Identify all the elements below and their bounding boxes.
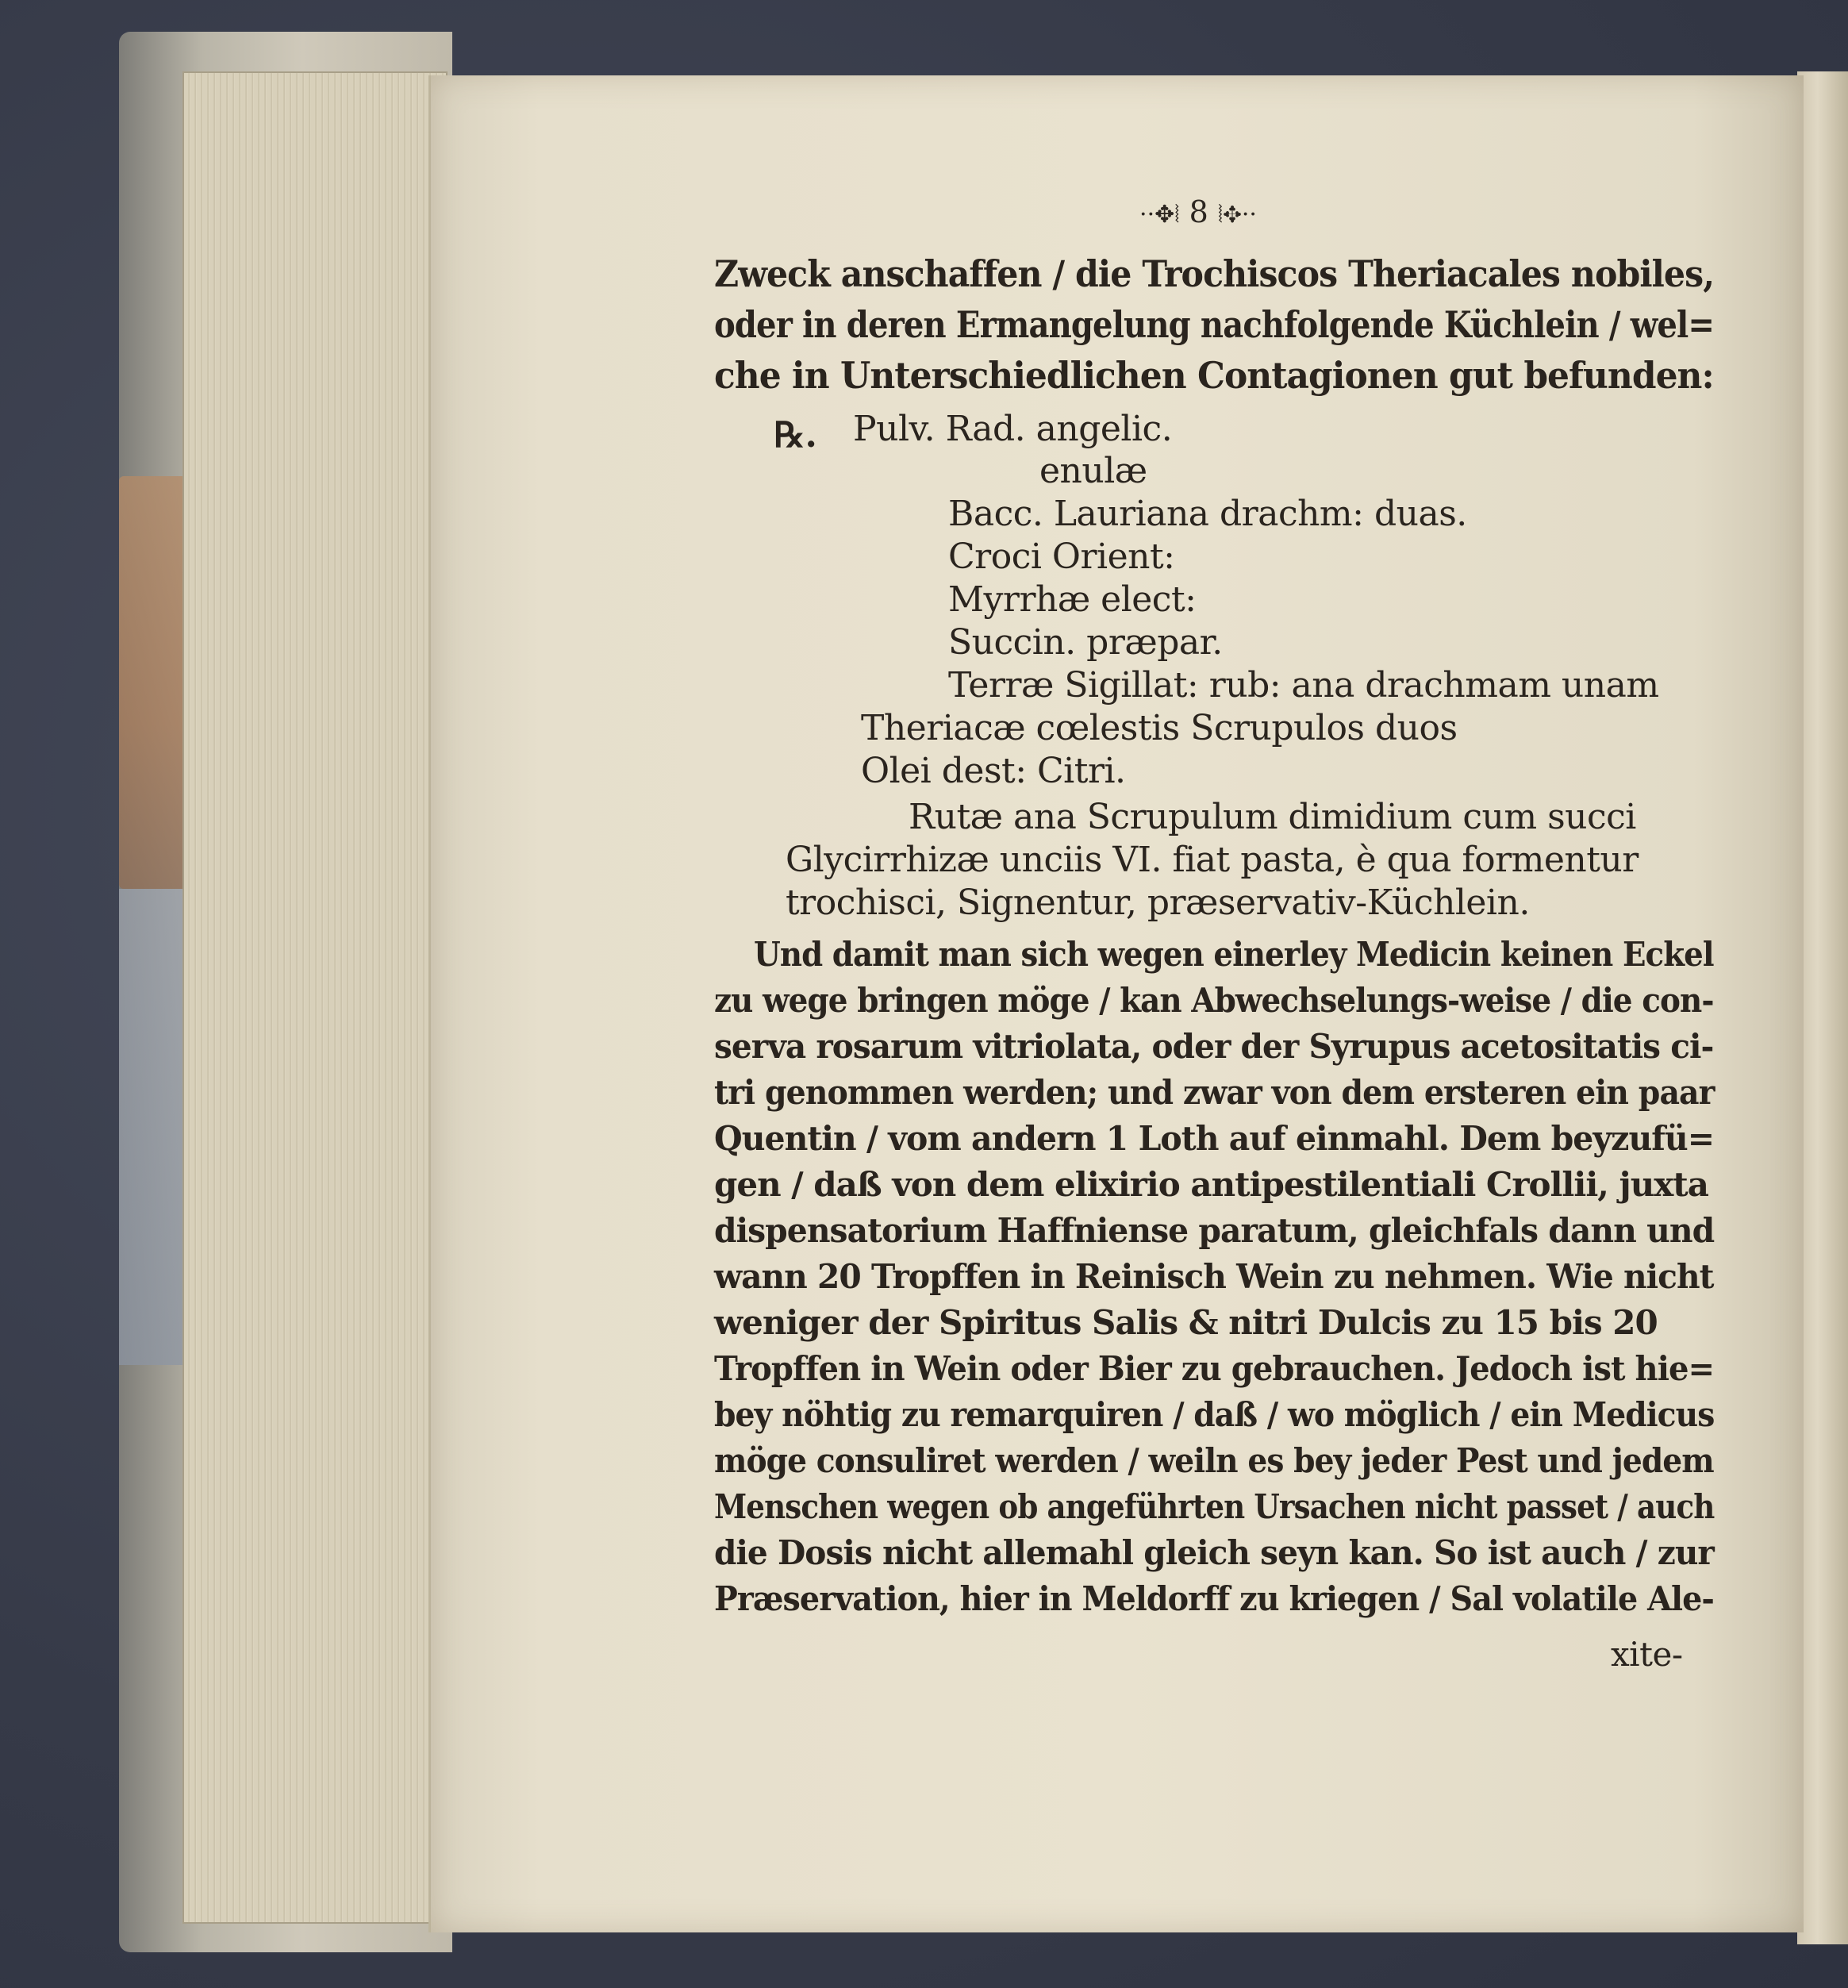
- text-line: bey nöhtig zu remarquiren / daß / wo möglich / ein Medicus: [714, 1395, 1715, 1434]
- recipe-line: Myrrhæ elect:: [948, 579, 1197, 620]
- text-line: Menschen wegen ob angeführten Ursachen nicht passet / auch: [714, 1487, 1715, 1526]
- text-line: Præservation, hier in Meldorff zu kriegen / Sal volatile Ale-: [714, 1579, 1714, 1618]
- recipe-symbol: ℞.: [774, 415, 817, 456]
- recipe-line: Succin. præpar.: [948, 622, 1223, 663]
- header-ornament-left: ··✥⦚: [1139, 201, 1180, 229]
- text-line: zu wege bringen möge / kan Abwechselungs-weise / die con-: [714, 981, 1714, 1020]
- page-header: [1087, 194, 1309, 234]
- text-line: serva rosarum vitriolata, oder der Syrupus acetositatis ci-: [714, 1027, 1714, 1066]
- recipe-line: Terræ Sigillat: rub: ana drachmam unam: [948, 665, 1659, 706]
- header-ornament-right: ⦚✥··: [1217, 201, 1257, 229]
- text-line: Tropffen in Wein oder Bier zu gebrauchen. Jedoch ist hie=: [714, 1349, 1715, 1388]
- text-line: weniger der Spiritus Salis & nitri Dulcis zu 15 bis 20: [714, 1303, 1658, 1342]
- recipe-line: Glycirrhizæ unciis VI. fiat pasta, è qua formentur: [786, 840, 1639, 880]
- recipe-line: enulæ: [1039, 451, 1147, 491]
- text-line: tri genommen werden; und zwar von dem ersteren ein paar: [714, 1073, 1715, 1112]
- recipe-line: Olei dest: Citri.: [861, 751, 1126, 791]
- text-line: dispensatorium Haffniense paratum, gleichfals dann und: [714, 1211, 1715, 1250]
- text-line: gen / daß von dem elixirio antipestilentiali Crollii, juxta: [714, 1165, 1708, 1204]
- recipe-line: trochisci, Signentur, præservativ-Küchlein.: [786, 882, 1530, 923]
- recipe-line: Bacc. Lauriana drachm: duas.: [948, 494, 1467, 534]
- page-edges: [182, 71, 448, 1924]
- text-line: Zweck anschaffen / die Trochiscos Theriacales nobiles,: [714, 252, 1715, 295]
- facing-page-edge: [1797, 71, 1848, 1944]
- recipe-line: Croci Orient:: [948, 536, 1175, 577]
- text-line: che in Unterschiedlichen Contagionen gut befunden:: [714, 354, 1714, 397]
- catchword: xite-: [1611, 1635, 1683, 1674]
- recipe-line: Rutæ ana Scrupulum dimidium cum succi: [909, 797, 1636, 837]
- text-line: möge consuliret werden / weiln es bey jeder Pest und jedem: [714, 1441, 1714, 1480]
- text-line: die Dosis nicht allemahl gleich seyn kan. So ist auch / zur: [714, 1533, 1714, 1572]
- text-line: oder in deren Ermangelung nachfolgende Küchlein / wel=: [714, 303, 1715, 346]
- page-number: 8: [1189, 194, 1208, 229]
- recipe-line: Theriacæ cœlestis Scrupulos duos: [861, 708, 1458, 748]
- text-line: Und damit man sich wegen einerley Medicin keinen Eckel: [754, 935, 1714, 974]
- recipe-line: Pulv. Rad. angelic.: [853, 409, 1173, 449]
- text-line: wann 20 Tropffen in Reinisch Wein zu nehmen. Wie nicht: [714, 1257, 1714, 1296]
- text-line: Quentin / vom andern 1 Loth auf einmahl. Dem beyzufü=: [714, 1119, 1715, 1158]
